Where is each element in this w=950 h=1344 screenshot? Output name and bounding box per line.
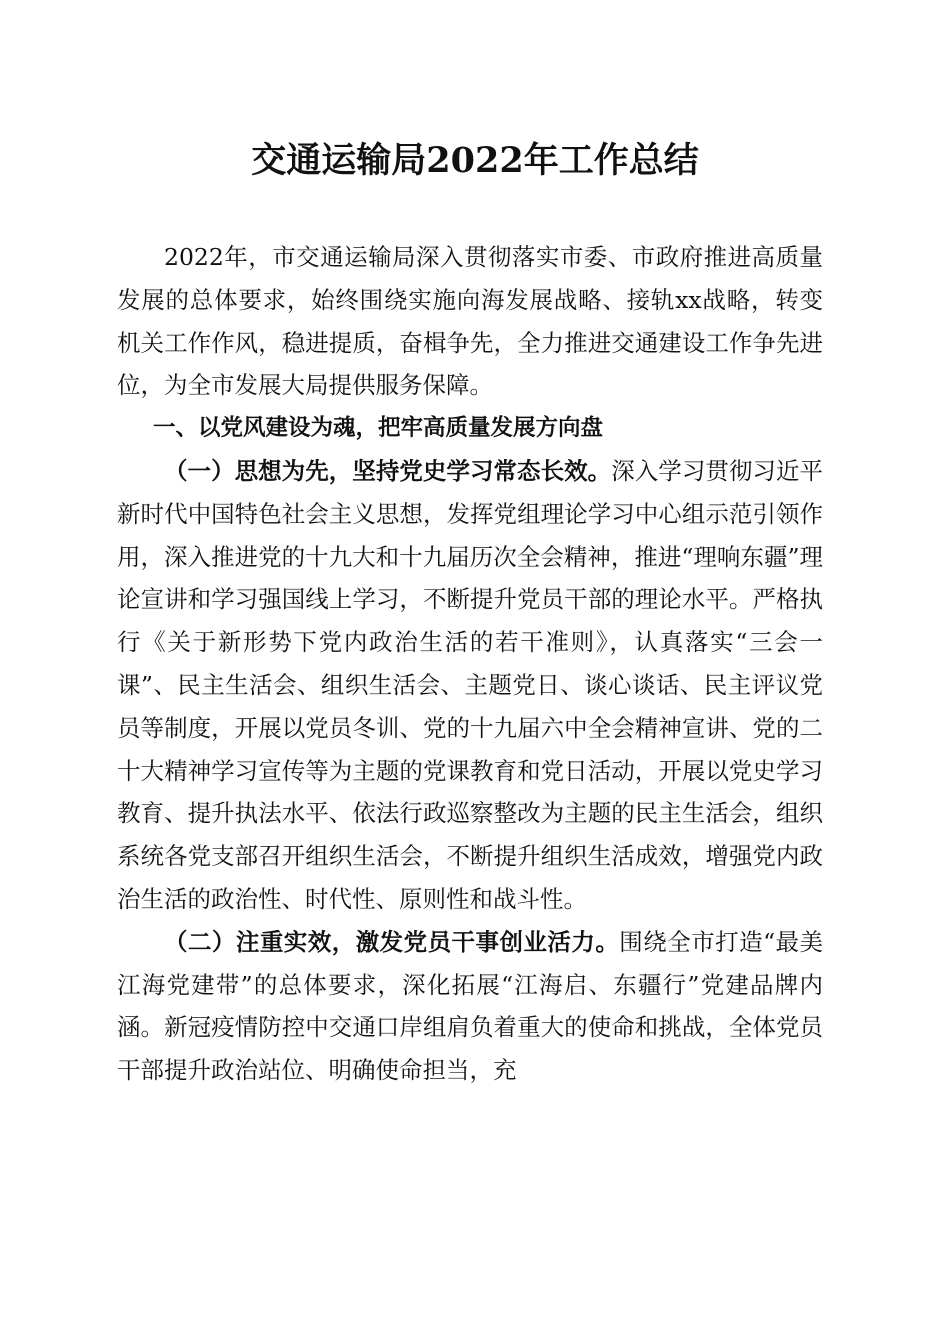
subsection-paragraph-2 [117,921,823,1092]
document-body [117,236,823,1092]
section-heading-1: 一、以党风建设为魂，把牢高质量发展方向盘 [153,415,604,442]
subsection-text-2: 围绕全市打造“最美江海党建带”的总体要求，深化拓展“江海启、东疆行”党建品牌内涵。新冠疫情防控中交通口岸组肩负着重大的使命和挑战，全体党员干部提升政治站位、明确使命担当，充 [117,927,824,1085]
subsection-lead-1: （一）思想为先，坚持党史学习常态长效。 [164,456,612,485]
subsection-paragraph-1 [117,450,823,921]
subsection-text-1: 深入学习贯彻习近平新时代中国特色社会主义思想，发挥党组理论学习中心组示范引领作用，深入推进党的十九大和十九届历次全会精神，推进“理响东疆”理论宣讲和学习强国线上学习，不断提升党员干部的理论水平。严格执行《关于新形势下党内政治生活的若干准则》，认真落实“三会一课”、民主生活会、组织生活会、主题党日、谈心谈话、民主评议党员等制度，开展以党员冬训、党的十九届六中全会精神宣讲、党的二十大精神学习宣传等为主题的党课教育和党日活动，开展以党史学习教育、提升执法水平、依法行政巡察整改为主题的民主生活会，组织系统各党支部召开组织生活会，不断提升组织生活成效，增强党内政治生活的政治性、时代性、原则性和战斗性。 [117,456,823,913]
document-title: 交通运输局2022年工作总结 [251,140,699,181]
subsection-lead-2: （二）注重实效，激发党员干事创业活力。 [164,927,620,956]
intro-paragraph: 2022年，市交通运输局深入贯彻落实市委、市政府推进高质量发展的总体要求，始终围绕实施向海发展战略、接轨xx战略，转变机关工作作风，稳进提质，奋楫争先，全力推进交通建设工作争先进位，为全市发展大局提供服务保障。 [117,243,823,400]
